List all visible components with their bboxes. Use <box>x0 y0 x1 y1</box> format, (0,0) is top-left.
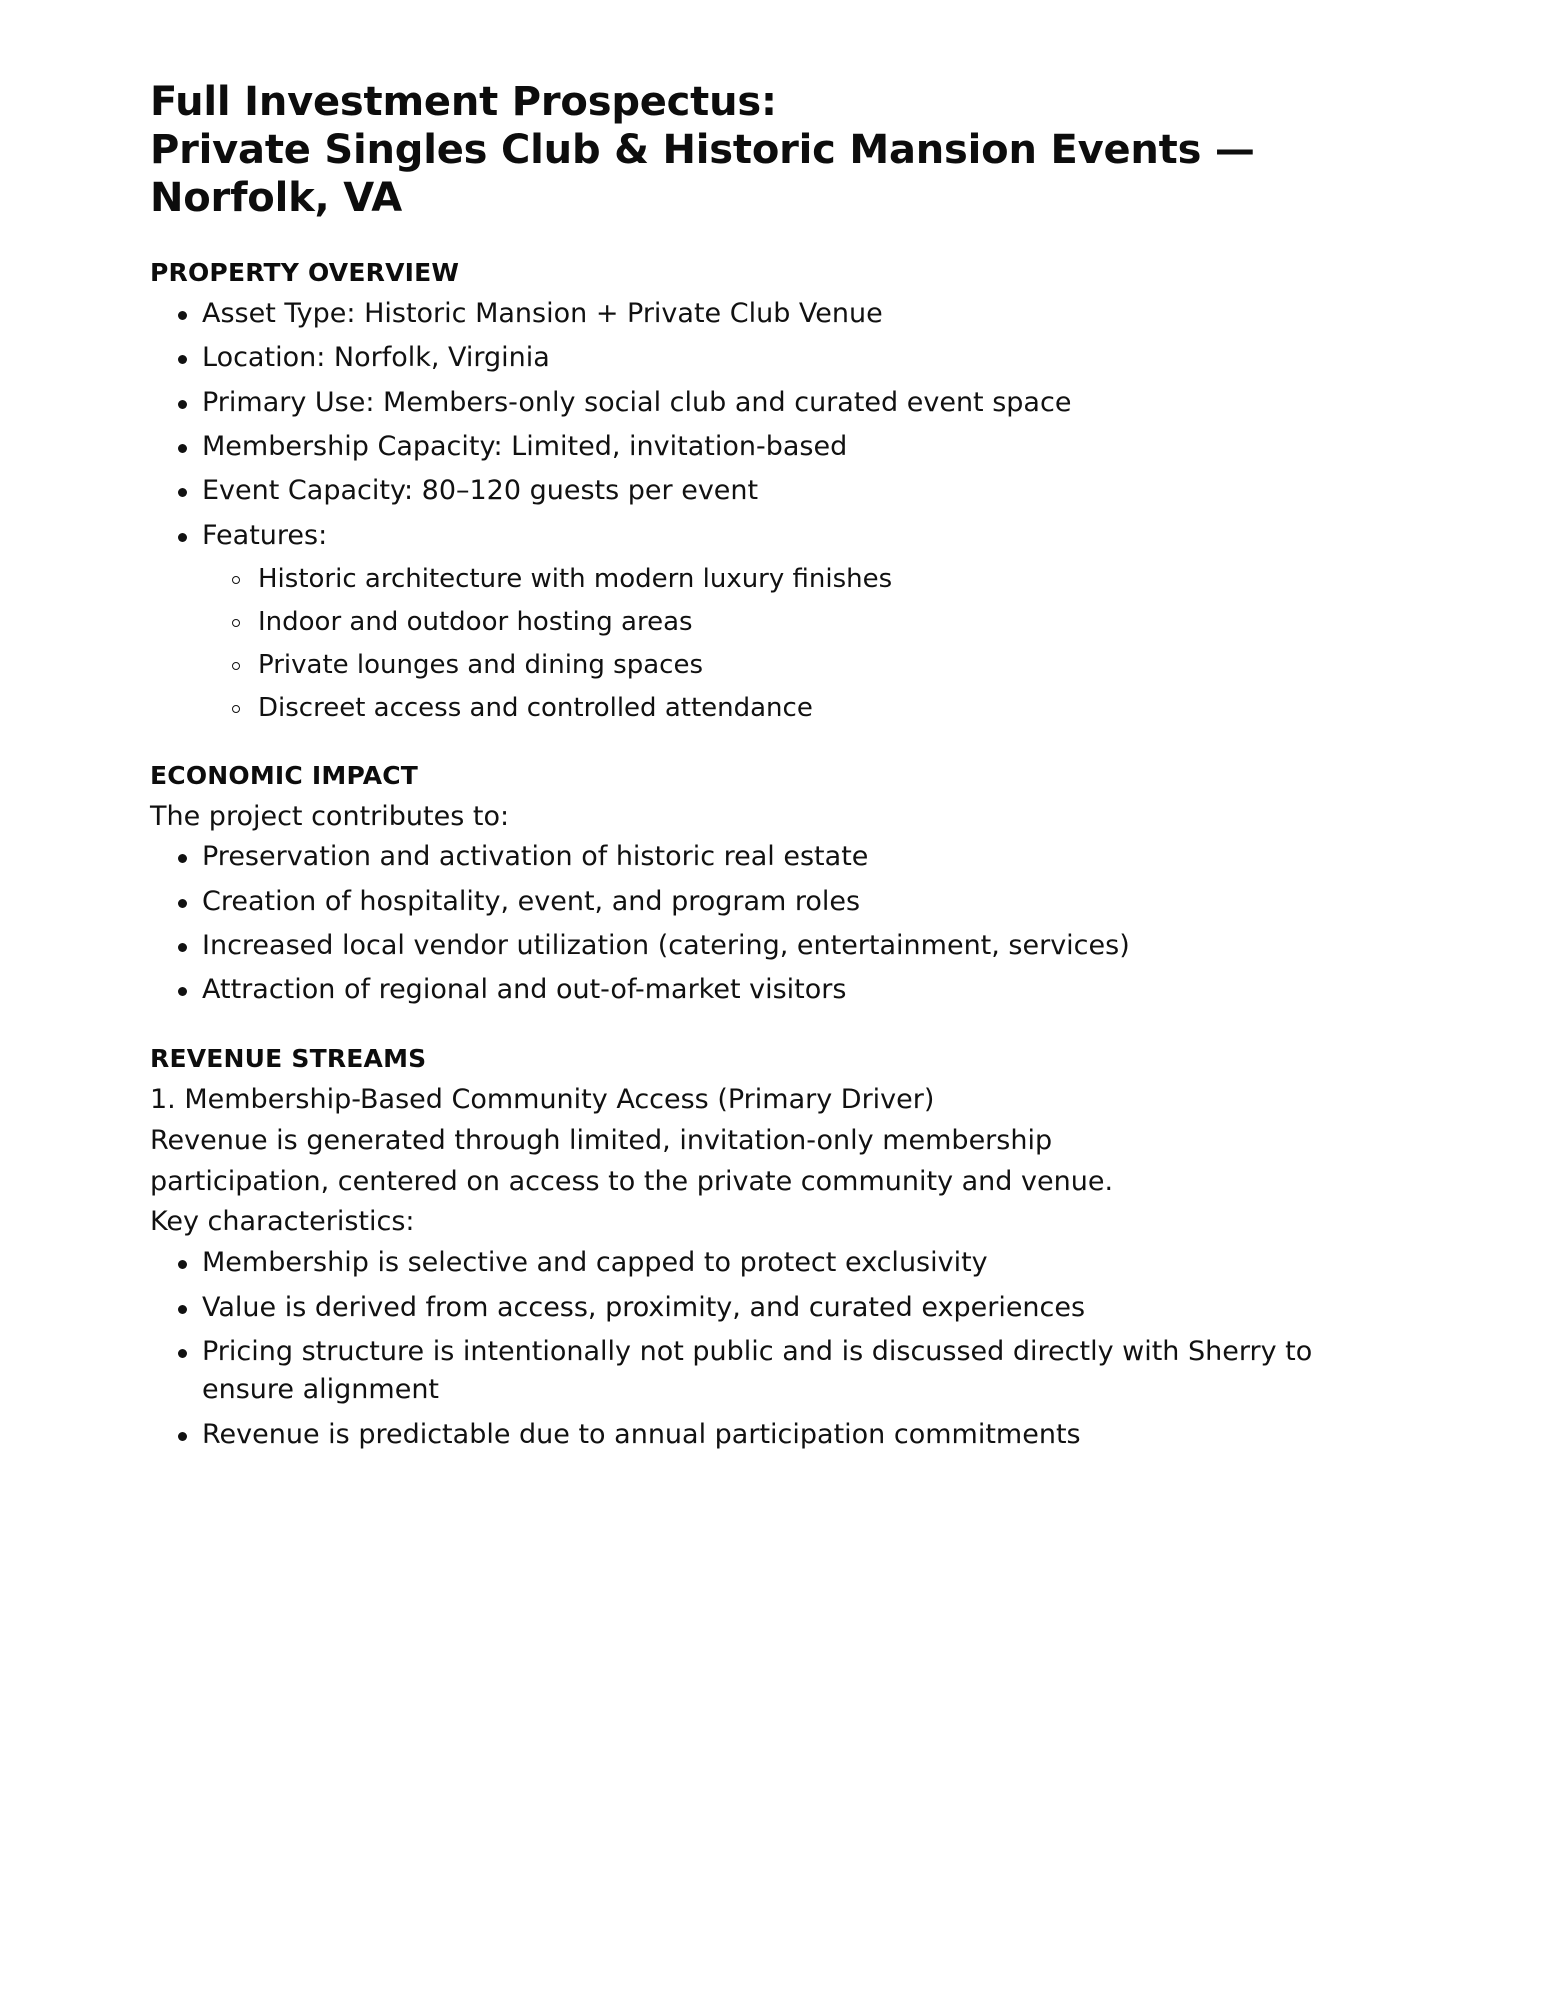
list-item: Membership Capacity: Limited, invitation-based <box>150 428 1395 466</box>
economic-impact-list <box>150 838 1395 1009</box>
sub-list-item: Historic architecture with modern luxury finishes <box>202 561 1395 598</box>
section-revenue-streams <box>150 1044 1395 1454</box>
list-item: Revenue is predictable due to annual participation commitments <box>150 1416 1395 1454</box>
revenue-key-characteristics-label: Key characteristics: <box>150 1206 415 1238</box>
list-item: Asset Type: Historic Mansion + Private Club Venue <box>150 295 1395 333</box>
page-title-line-1: Full Investment Prospectus: <box>150 79 777 125</box>
list-item: Creation of hospitality, event, and program roles <box>150 883 1395 921</box>
list-item: Primary Use: Members-only social club and curated event space <box>150 384 1395 422</box>
list-item: Event Capacity: 80–120 guests per event <box>150 472 1395 510</box>
section-heading-economic-impact: ECONOMIC IMPACT <box>150 760 419 790</box>
revenue-streams-list <box>150 1244 1395 1454</box>
sub-list-item: Discreet access and controlled attendance <box>202 690 1395 727</box>
list-item: Pricing structure is intentionally not public and is discussed directly with Sherry to ensure alignment <box>150 1333 1395 1410</box>
list-item: Location: Norfolk, Virginia <box>150 339 1395 377</box>
list-item: Preservation and activation of historic real estate <box>150 838 1395 876</box>
economic-impact-intro: The project contributes to: <box>150 800 510 832</box>
section-economic-impact <box>150 761 1395 1010</box>
features-sublist <box>202 561 1395 727</box>
section-heading-revenue-streams: REVENUE STREAMS <box>150 1043 427 1073</box>
sub-list-item: Indoor and outdoor hosting areas <box>202 604 1395 641</box>
section-heading-property-overview: PROPERTY OVERVIEW <box>150 258 460 287</box>
revenue-subheading: 1. Membership-Based Community Access (Primary Driver) <box>150 1083 935 1115</box>
sub-list-item: Private lounges and dining spaces <box>202 647 1395 684</box>
revenue-paragraph-line-1: Revenue is generated through limited, invitation-only membership <box>150 1124 1053 1156</box>
list-item-label: Features: <box>202 519 328 551</box>
list-item: Attraction of regional and out-of-market visitors <box>150 971 1395 1009</box>
revenue-paragraph-line-2: participation, centered on access to the private community and venue. <box>150 1165 1114 1197</box>
property-overview-list <box>150 295 1395 727</box>
list-item: Increased local vendor utilization (catering, entertainment, services) <box>150 927 1395 965</box>
page-title <box>150 78 1395 222</box>
page-title-line-2: Private Singles Club & Historic Mansion Events — <box>150 127 1255 173</box>
list-item: Value is derived from access, proximity, and curated experiences <box>150 1289 1395 1327</box>
list-item: Membership is selective and capped to protect exclusivity <box>150 1244 1395 1282</box>
list-item-features <box>150 517 1395 727</box>
section-property-overview <box>150 258 1395 727</box>
page-title-line-3: Norfolk, VA <box>150 175 402 221</box>
